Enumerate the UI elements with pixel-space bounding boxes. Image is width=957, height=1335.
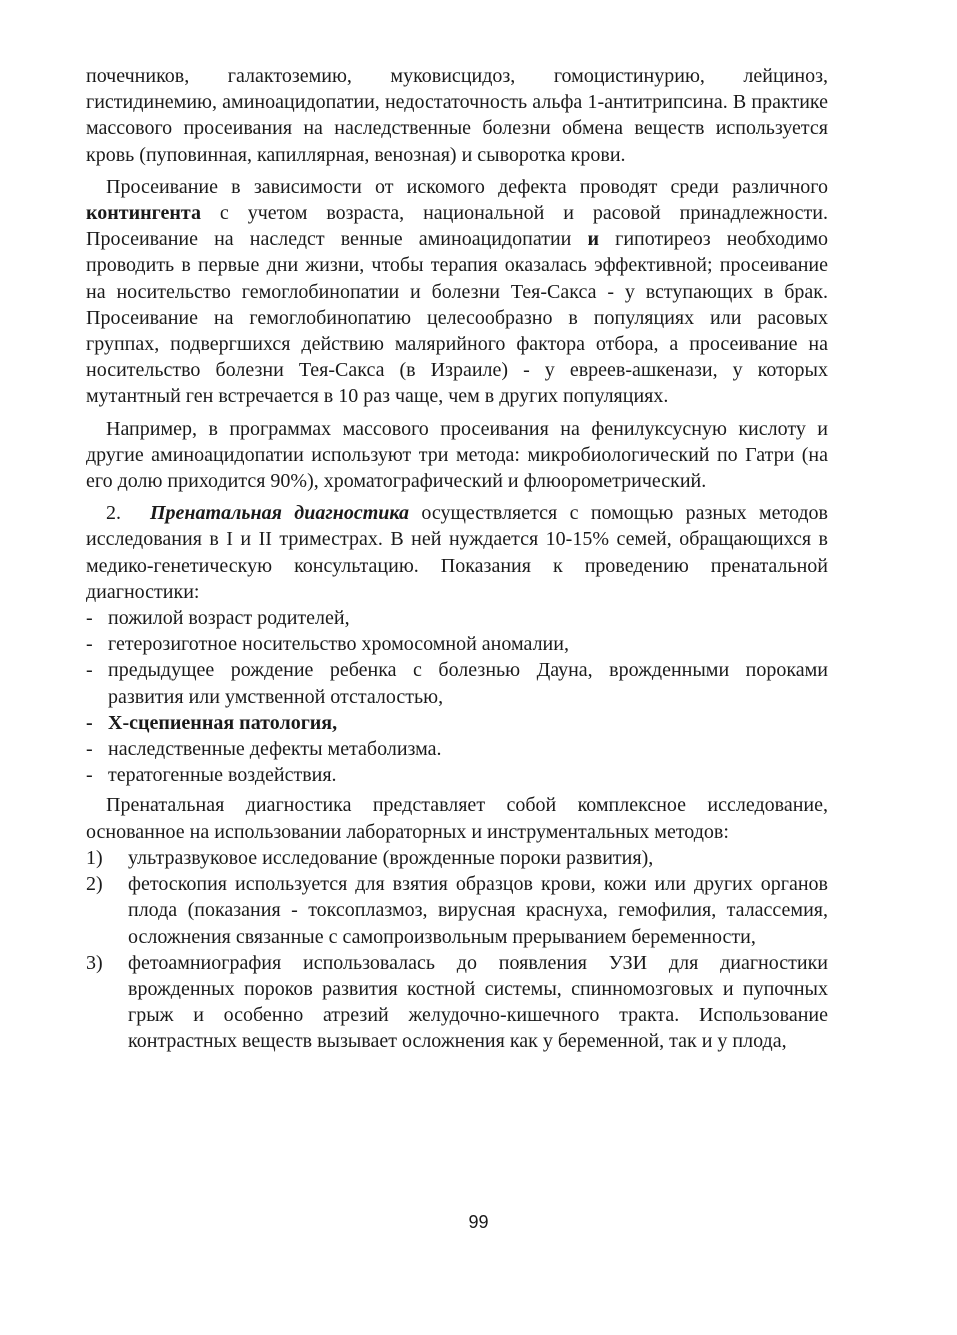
paragraph-methods-example: Например, в программах массового просеивания на фенилуксусную кислоту и другие аминоацидопатии используют три метода: микробиологический по Гатри (на его долю приходится 90%), хроматографический и флюорометрический. (86, 417, 828, 493)
list-marker: 3) (86, 951, 103, 974)
list-item (86, 605, 828, 631)
list-item-text: Х-сцепиенная патология, (108, 711, 338, 734)
list-marker: - (86, 633, 93, 656)
paragraph-continued: почечников, галактоземию, муковисцидоз, гомоцистинурию, лейциноз, гистидинемию, аминоацидопатии, недостаточность альфа 1-антитрипсина. В практике массового просеивания на наследственные болезни обмена веществ используется кровь (пуповинная, капиллярная, венозная) и сыворотка крови. (86, 65, 828, 166)
page-body (86, 63, 828, 1055)
paragraph-text: гипотиреоз необходимо проводить в первые дни жизни, чтобы терапия оказалась эффективной; просеивание на носительство гемоглобинопатии и болезни Тея-Сакса - у вступающих в брак. Просеивание на гемоглобинопатию целесообразно в популяциях или расовых группах, подвергшихся действию малярийного фактора отбора, а просеивание на носительство болезни Тея-Сакса (в Израиле) - у евреев-ашкенази, у которых мутантный ген встречается в 10 раз чаще, чем в других популяциях. (86, 228, 828, 408)
list-item (86, 631, 828, 657)
list-marker: - (86, 764, 93, 787)
list-item (86, 950, 828, 1055)
paragraph-prenatal-complex: Пренатальная диагностика представляет собой комплексное исследование, основанное на использовании лабораторных и инструментальных методов: (86, 794, 828, 843)
list-marker: 1) (86, 846, 103, 869)
list-item (86, 736, 828, 762)
list-item-text: фетоамниография использовалась до появления УЗИ для диагностики врожденных пороков развития костной системы, спинномозговых и пупочных грыж и особенно атрезий желудочно-кишечного тракта. Использование контрастных веществ вызывает осложнения как у беременной, так и у плода, (128, 951, 828, 1053)
indications-list (86, 605, 828, 788)
list-item-text: тератогенные воздействия. (108, 764, 337, 787)
page-number: 99 (468, 1212, 489, 1232)
list-item (86, 762, 828, 788)
list-item-text: гетерозиготное носительство хромосомной аномалии, (108, 633, 569, 656)
paragraph-text: осуществляется с помощью разных методов исследования в I и II триместрах. В ней нуждается 10-15% семей, обращающихся в медико-генетическую консультацию. Показания к проведению пренатальной диагностики: (86, 502, 828, 603)
list-marker: - (86, 607, 93, 630)
emphasis-conjunction: и (587, 228, 600, 251)
list-marker: - (86, 711, 93, 734)
emphasis-contingent: контингента (86, 202, 201, 225)
section-title: Пренатальная диагностика (150, 502, 410, 525)
section-number: 2. (106, 502, 121, 525)
paragraph-text: с учетом возраста, национальной и расовой принадлежности. Просеивание на наследст венные аминоацидопатии (86, 202, 828, 251)
list-marker: - (86, 659, 93, 682)
list-item (86, 657, 828, 709)
list-item-bold (86, 710, 828, 736)
paragraph-screening-contingent (86, 174, 828, 410)
list-marker: 2) (86, 873, 103, 896)
list-item-text: пожилой возраст родителей, (108, 607, 350, 630)
list-item-text: фетоскопия используется для взятия образцов крови, кожи или других органов плода (показания - токсоплазмоз, вирусная краснуха, гемофилия, талассемия, осложнения связанные с самопроизвольным прерыванием беременности, (128, 873, 828, 948)
paragraph-prenatal-diagnostics (86, 500, 828, 605)
methods-list (86, 845, 828, 1055)
list-item (86, 845, 828, 871)
list-item-text: ультразвуковое исследование (врожденные пороки развития), (128, 846, 654, 869)
paragraph-text: Просеивание в зависимости от искомого дефекта проводят среди различного (106, 175, 828, 198)
list-item-text: предыдущее рождение ребенка с болезнью Дауна, врожденными пороками развития или умственной отсталостью, (108, 659, 828, 708)
list-item-text: наследственные дефекты метаболизма. (108, 738, 442, 761)
list-marker: - (86, 738, 93, 761)
list-item (86, 871, 828, 950)
